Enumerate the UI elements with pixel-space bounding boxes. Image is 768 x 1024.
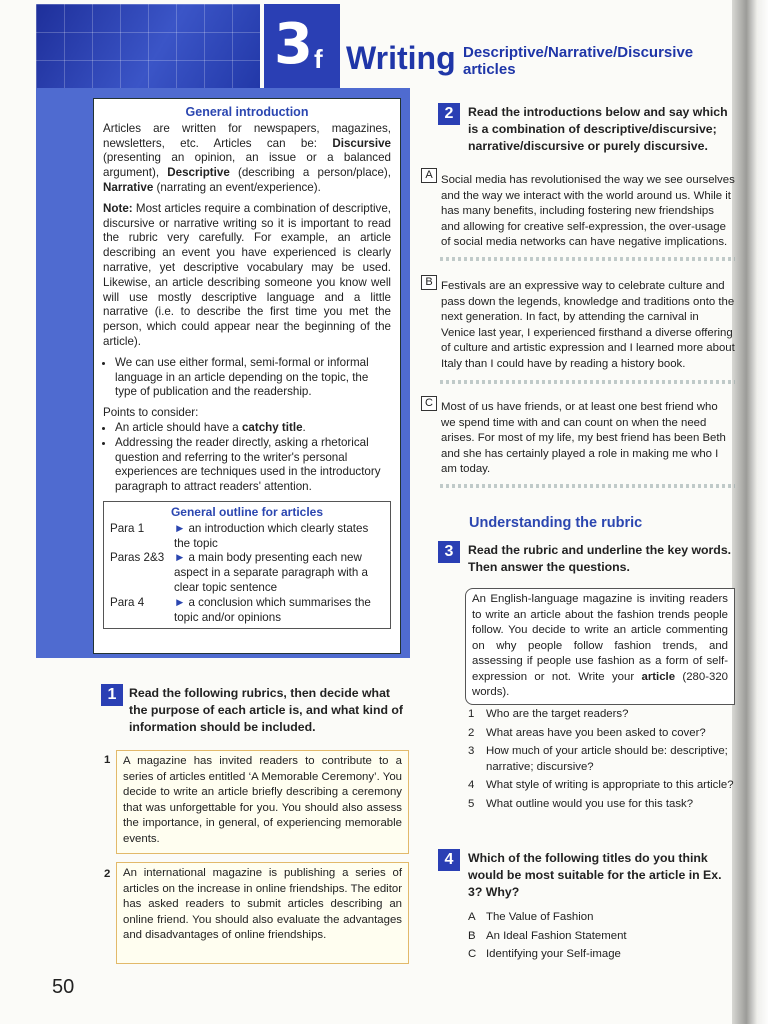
rubric-text: An English-language magazine is inviting readers to write an article about the fashion trends people follow. You decide to write an article commenting on why people follow fashion trends, and assessing if people use fashion as a form of self-expression or not. Write your: [472, 593, 728, 683]
exercise-2-instruction: Read the introductions below and say which is a combination of descriptive/discursive; narrative/discursive or purely discursive.: [468, 105, 728, 153]
torn-edge: [440, 484, 735, 488]
question-number: 2: [468, 726, 475, 739]
introduction-a: Social media has revolutionised the way we see ourselves and the way we interact with the world around us. While it has many benefits, including fostering new friendships and allowing for creative self-expression, the over-usage of social media networks can have negative implications.: [441, 174, 735, 248]
question: [468, 797, 736, 813]
term-discursive: Discursive: [332, 136, 391, 150]
question-text: What outline would you use for this task?: [486, 797, 694, 810]
question-number: 4: [468, 779, 475, 791]
question-text: Who are the target readers?: [486, 708, 629, 720]
option-letter: A: [468, 911, 476, 923]
points-list: [103, 421, 391, 495]
intro-text: (narrating an event/experience).: [153, 180, 321, 194]
introduction-c: Most of us have friends, or at least one best friend who we spend time with and can count on when the need arises. For most of my life, my best friend has been Beth and she has certainly played a role in making me who I am today.: [441, 401, 726, 475]
exercise-4-number: 4: [438, 849, 460, 871]
general-introduction-box: [93, 98, 401, 654]
point-text: An article should have a: [115, 420, 242, 434]
arrow-icon: ►: [174, 521, 186, 535]
outline-value: [174, 596, 384, 626]
question-text: What style of writing is appropriate to this article?: [486, 779, 734, 791]
outline-key: Para 4: [110, 595, 145, 609]
question-number: 5: [468, 797, 475, 810]
point-text: .: [302, 420, 306, 434]
torn-edge: [440, 257, 735, 261]
unit-letter: f: [314, 44, 323, 74]
exercise-3-instruction: Read the rubric and underline the key words. Then answer the questions.: [468, 543, 732, 574]
general-outline-box: [103, 501, 391, 629]
question-number: 1: [468, 708, 475, 720]
rubric-1-box: A magazine has invited readers to contribute to a series of articles entitled ‘A Memorable Ceremony’. You decide to write an article briefly describing a ceremony that was unforgettable for you. You should also assess the importance, in general, of experiencing memorable events.: [116, 750, 409, 854]
question-text: How much of your article should be: descriptive; narrative; discursive?: [486, 745, 728, 773]
header-banner: [36, 4, 260, 88]
page-subtitle: Descriptive/Narrative/Discursive articles: [463, 44, 694, 78]
rubric-number: 1: [104, 754, 111, 766]
intro-label-b: B: [421, 275, 437, 290]
intro-bullets: [103, 356, 391, 400]
exercise-4-options: [468, 910, 736, 966]
outline-text: an introduction which clearly states the topic: [174, 521, 369, 550]
option-letter: B: [468, 929, 476, 942]
intro-text: (describing a person/place),: [229, 166, 391, 180]
section-heading: Understanding the rubric: [469, 515, 643, 531]
outline-row: [110, 596, 384, 626]
exercise-1-instruction: Read the following rubrics, then decide what the purpose of each article is, and what kind of information should be included.: [129, 686, 403, 734]
question: [468, 744, 736, 775]
option-letter: C: [468, 948, 477, 960]
option-text: The Value of Fashion: [486, 911, 594, 923]
term-descriptive: Descriptive: [167, 166, 230, 180]
intro-text: (presenting an opinion, an issue or a balanced argument),: [103, 151, 391, 180]
option-text: Identifying your Self-image: [486, 948, 621, 960]
question: [468, 726, 736, 742]
question-text: What areas have you been asked to cover?: [486, 726, 706, 739]
outline-key: Paras 2&3: [110, 551, 165, 565]
note-paragraph: [103, 202, 391, 350]
rubric-text: (280-320 words).: [472, 670, 729, 698]
page-edge: [732, 0, 768, 1024]
rubric-bold: article: [641, 670, 676, 683]
outline-row: [110, 522, 384, 552]
outline-text: a conclusion which summarises the topic and/or opinions: [174, 595, 371, 624]
option-text: An Ideal Fashion Statement: [486, 929, 627, 942]
question-number: 3: [468, 745, 475, 757]
rubric-2-box: An international magazine is publishing a series of articles on the increase in online friendships. The editor has asked readers to submit articles describing an online friend. You should also evaluate the advantages and disadvantages of online friendships.: [116, 862, 409, 964]
option: [468, 929, 736, 945]
term-narrative: Narrative: [103, 180, 154, 194]
outline-value: [174, 522, 384, 552]
arrow-icon: ►: [174, 551, 186, 565]
general-introduction-heading: General introduction: [185, 105, 309, 119]
outline-heading: General outline for articles: [170, 504, 324, 519]
outline-row: [110, 551, 384, 595]
outline-text: a main body presenting each new aspect in a separate paragraph with a clear topic sentence: [174, 551, 368, 594]
outline-key: Para 1: [110, 521, 145, 535]
rubric-number: 2: [104, 868, 111, 880]
point-title: [115, 421, 391, 436]
option: [468, 910, 736, 926]
unit-number: 3: [274, 12, 313, 77]
question: [468, 778, 736, 794]
note-text: Most articles require a combination of descriptive, discursive or narrative writing so it is important to read the rubric very carefully. For example, an article describing an event you have experienced is clearly narrative, yet descriptive vocabulary may be used. Likewise, an article describing someone you know well will use mostly descriptive language and a little narrative (i.e. to describe the first time you met the person, which could appear near the beginning of the article).: [103, 201, 391, 348]
question: [468, 707, 736, 723]
point-addressing: • Addressing the reader directly, asking a rhetorical question and referring to the writer's personal experiences are techniques used in the introductory paragraph to attract readers' attention.: [115, 436, 391, 495]
arrow-icon: ►: [174, 595, 186, 609]
exercise-3-rubric: [465, 588, 735, 705]
introduction-b: Festivals are an expressive way to celebrate culture and pass down the legends, knowledge and traditions onto the next generation. In fact, by attending the carnival in Venice last year, I experienced firsthand a diverse offering of culture and artistic expression and I learned more about Italy than I could have by reading a history book.: [441, 280, 735, 370]
page-number: 50: [52, 976, 75, 998]
note-label: Note:: [103, 201, 133, 215]
outline-value: [174, 551, 384, 595]
unit-badge: [264, 4, 340, 88]
exercise-1-number: 1: [101, 684, 123, 706]
exercise-2-number: 2: [438, 103, 460, 125]
intro-label-a: A: [421, 168, 437, 183]
option: [468, 947, 736, 963]
exercise-3-number: 3: [438, 541, 460, 563]
point-bold: catchy title: [241, 420, 303, 434]
points-heading: Points to consider:: [103, 406, 199, 420]
exercise-3-questions: [468, 707, 736, 815]
page-title: Writing: [346, 40, 456, 76]
intro-label-c: C: [421, 396, 437, 411]
torn-edge: [440, 380, 735, 384]
bullet-language: • We can use either formal, semi-formal or informal language in an article depending on the topic, the type of publication and the readership.: [115, 356, 391, 400]
exercise-4-instruction: Which of the following titles do you think would be most suitable for the article in Ex. 3? Why?: [468, 851, 722, 899]
intro-text: Articles are written for newspapers, magazines, newsletters, etc. Articles can be:: [103, 121, 391, 150]
intro-paragraph: [103, 122, 391, 196]
